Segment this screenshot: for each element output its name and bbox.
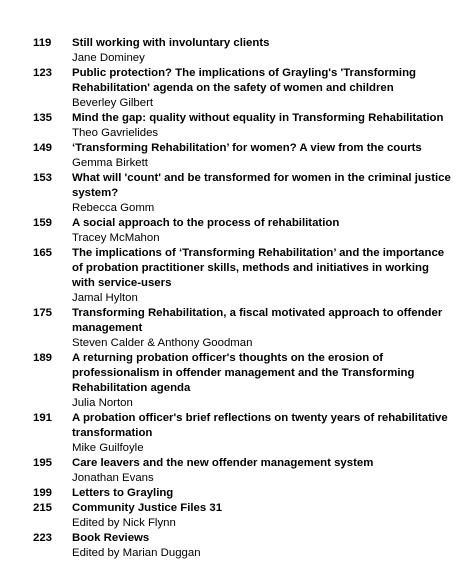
entry-title: What will 'count' and be transformed for women in the criminal justice system? <box>72 172 451 199</box>
page-number: 195 <box>33 457 53 469</box>
entry-title: Mind the gap: quality without equality in Transforming Rehabilitation <box>72 112 444 124</box>
entry-title: A returning probation officer's thoughts on the erosion of professionalism in offender management and the Transforming Rehabilitation agenda <box>72 352 415 394</box>
toc-entry <box>0 246 472 306</box>
entry-title: Care leavers and the new offender management system <box>72 457 374 469</box>
entry-author: Julia Norton <box>72 397 133 409</box>
entry-author: Steven Calder & Anthony Goodman <box>72 337 253 349</box>
entry-author: Gemma Birkett <box>72 157 148 169</box>
toc-entry <box>0 456 472 486</box>
page-number: 119 <box>33 37 52 49</box>
page-number: 135 <box>33 112 53 124</box>
toc-entry <box>0 141 472 171</box>
entry-author: Rebecca Gomm <box>72 202 155 214</box>
entry-author: Jonathan Evans <box>72 472 154 484</box>
page-number: 189 <box>33 352 53 364</box>
toc-entry <box>0 351 472 411</box>
toc-entry <box>0 486 472 501</box>
entry-author: Beverley Gilbert <box>72 97 154 109</box>
toc-entry <box>0 216 472 246</box>
toc-entry <box>0 501 472 531</box>
page-number: 175 <box>33 307 53 319</box>
entry-author: Jamal Hylton <box>72 292 138 304</box>
entry-title: The implications of ‘Transforming Rehabilitation’ and the importance of probation practitioner skills, methods and initiatives in working with service-users <box>72 247 445 289</box>
page-number: 123 <box>33 67 53 79</box>
page-number: 165 <box>33 247 53 259</box>
entry-title: A social approach to the process of rehabilitation <box>72 217 340 229</box>
entry-editor: Edited by Nick Flynn <box>72 517 176 529</box>
entry-editor: Edited by Marian Duggan <box>72 547 201 559</box>
page-number: 199 <box>33 487 53 499</box>
toc-entry <box>0 36 472 66</box>
entry-title: A probation officer's brief reflections on twenty years of rehabilitative transformation <box>72 412 448 439</box>
toc-entry <box>0 111 472 141</box>
entry-title: Transforming Rehabilitation, a fiscal motivated approach to offender management <box>72 307 443 334</box>
page-number: 223 <box>33 532 53 544</box>
entry-author: Tracey McMahon <box>72 232 160 244</box>
entry-title: Public protection? The implications of Grayling's 'Transforming Rehabilitation' agenda on the safety of women and children <box>72 67 417 94</box>
page-number: 149 <box>33 142 53 154</box>
toc-entry <box>0 171 472 216</box>
entry-author: Jane Dominey <box>72 52 145 64</box>
entry-title: Letters to Grayling <box>72 487 174 499</box>
entry-title: Book Reviews <box>72 532 150 544</box>
table-of-contents <box>0 36 472 561</box>
page-number: 215 <box>33 502 53 514</box>
entry-author: Mike Guilfoyle <box>72 442 144 454</box>
toc-entry <box>0 306 472 351</box>
entry-title: Community Justice Files 31 <box>72 502 223 514</box>
toc-entry <box>0 66 472 111</box>
entry-title: ‘Transforming Rehabilitation’ for women? A view from the courts <box>72 142 422 154</box>
page-number: 153 <box>33 172 53 184</box>
toc-entry <box>0 411 472 456</box>
entry-author: Theo Gavrielides <box>72 127 159 139</box>
page-number: 159 <box>33 217 53 229</box>
page-number: 191 <box>33 412 53 424</box>
toc-entry <box>0 531 472 561</box>
entry-title: Still working with involuntary clients <box>72 37 270 49</box>
